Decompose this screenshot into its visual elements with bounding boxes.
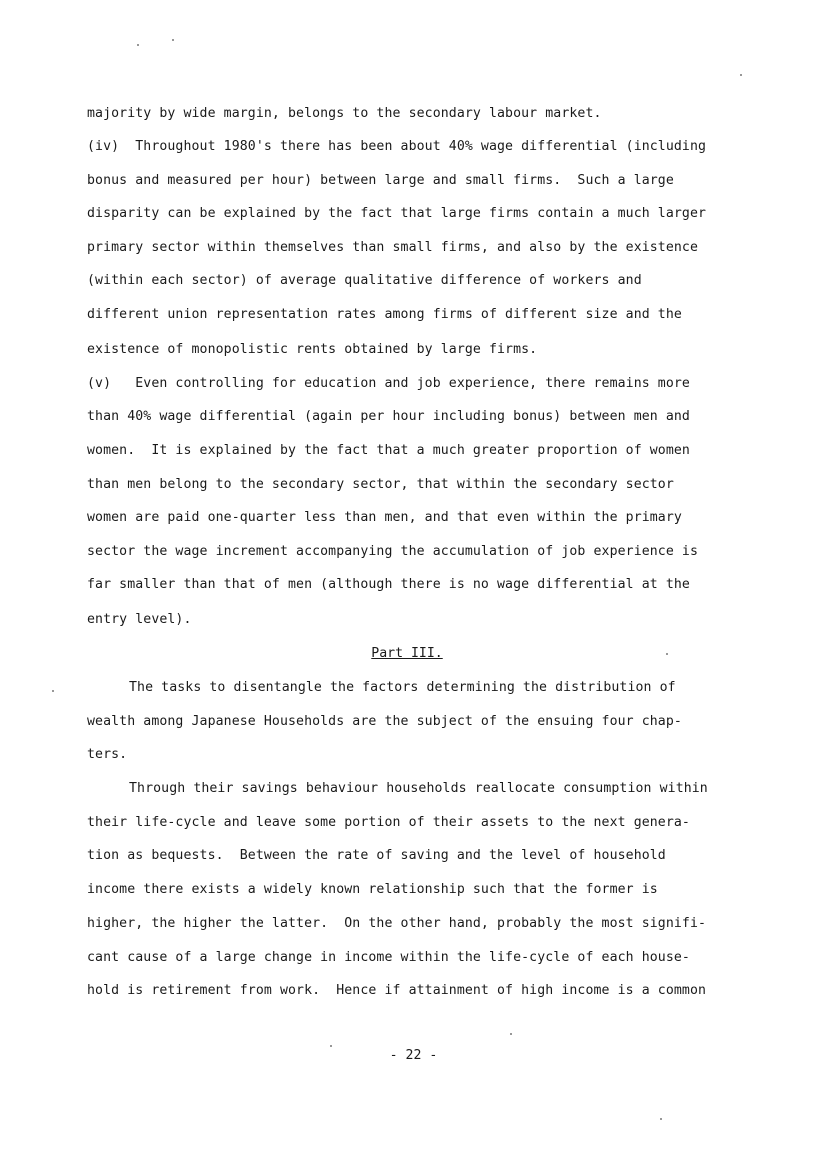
text-line: existence of monopolistic rents obtained by large firms.: [87, 342, 538, 357]
scan-speck: [740, 74, 742, 76]
text-line: than men belong to the secondary sector, that within the secondary sector: [87, 477, 674, 492]
page-number: - 22 -: [389, 1048, 438, 1063]
scan-speck: [52, 690, 54, 692]
scan-speck: [137, 44, 139, 46]
scan-speck: [510, 1033, 512, 1035]
text-line: entry level).: [87, 612, 192, 627]
section-heading-text: Part III.: [371, 646, 443, 661]
text-line: Through their savings behaviour households reallocate consumption within: [129, 781, 708, 796]
text-line: wealth among Japanese Households are the subject of the ensuing four chap-: [87, 714, 682, 729]
text-line: women. It is explained by the fact that a much greater proportion of women: [87, 443, 690, 458]
text-line: (iv) Throughout 1980's there has been about 40% wage differential (including: [87, 139, 707, 154]
text-line: higher, the higher the latter. On the other hand, probably the most signifi-: [87, 916, 707, 931]
text-line: far smaller than that of men (although there is no wage differential at the: [87, 577, 690, 592]
text-line: their life-cycle and leave some portion of their assets to the next genera-: [87, 815, 690, 830]
text-line: primary sector within themselves than small firms, and also by the existence: [87, 240, 699, 255]
text-line: The tasks to disentangle the factors determining the distribution of: [129, 680, 676, 695]
text-line: (v) Even controlling for education and job experience, there remains more: [87, 376, 690, 391]
scan-speck: [660, 1118, 662, 1120]
text-line: than 40% wage differential (again per hour including bonus) between men and: [87, 409, 690, 424]
text-line: bonus and measured per hour) between large and small firms. Such a large: [87, 173, 674, 188]
scan-speck: [172, 39, 174, 41]
section-heading: [0, 646, 814, 662]
text-line: tion as bequests. Between the rate of saving and the level of household: [87, 848, 666, 863]
text-line: women are paid one-quarter less than men, and that even within the primary: [87, 510, 682, 525]
text-line: ters.: [87, 747, 128, 762]
scan-speck: [330, 1045, 332, 1047]
text-line: different union representation rates among firms of different size and the: [87, 307, 682, 322]
text-line: (within each sector) of average qualitative difference of workers and: [87, 273, 642, 288]
text-line: disparity can be explained by the fact that large firms contain a much larger: [87, 206, 707, 221]
text-line: sector the wage increment accompanying the accumulation of job experience is: [87, 544, 699, 559]
text-line: cant cause of a large change in income within the life-cycle of each house-: [87, 950, 690, 965]
scan-speck: [666, 653, 668, 655]
text-line: majority by wide margin, belongs to the secondary labour market.: [87, 106, 602, 121]
text-line: income there exists a widely known relationship such that the former is: [87, 882, 658, 897]
text-line: hold is retirement from work. Hence if attainment of high income is a common: [87, 983, 707, 998]
